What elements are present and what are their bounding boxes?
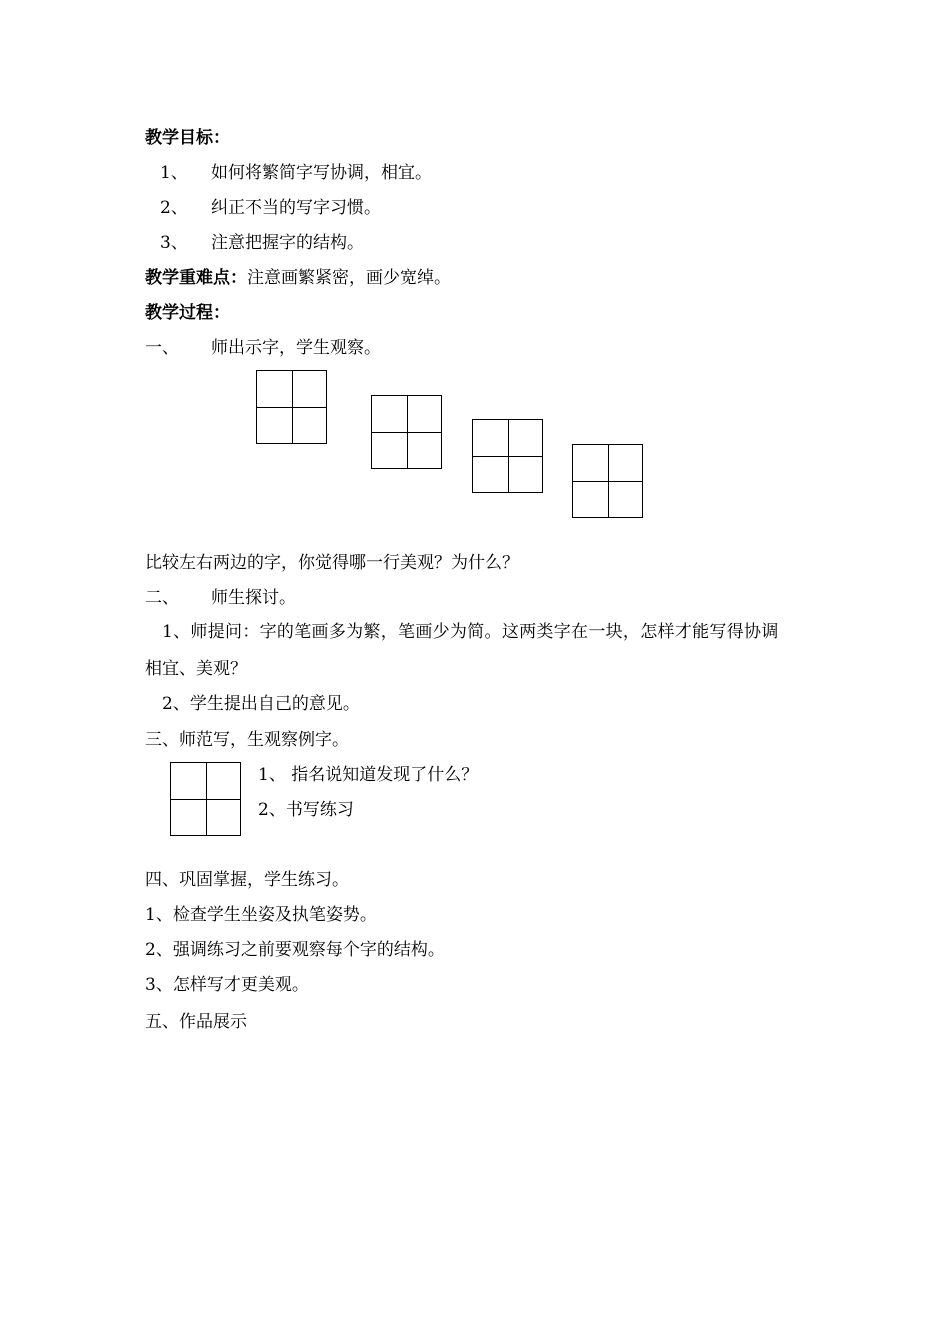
key-points-line: [145, 267, 451, 289]
step2-question-line1: 1、师提问：字的笔画多为繁，笔画少为简。这两类字在一块，怎样才能写得协调: [162, 622, 779, 642]
step3-item: 2、书写练习: [258, 800, 354, 820]
key-points-text: 注意画繁紧密，画少宽绰。: [247, 268, 451, 288]
objective-text: 如何将繁简字写协调，相宜。: [211, 163, 432, 183]
tianzige-grid: [572, 444, 643, 518]
process-heading: 教学过程：: [145, 303, 230, 323]
step5-text: 五、作品展示: [145, 1012, 247, 1032]
step1-number: 一、: [145, 338, 179, 358]
compare-question: 比较左右两边的字，你觉得哪一行美观？为什么？: [145, 553, 519, 573]
step2-text: 师生探讨。: [211, 588, 296, 608]
step3-text: 三、师范写，生观察例字。: [145, 730, 349, 750]
objective-text: 纠正不当的写字习惯。: [211, 198, 381, 218]
step2-number: 二、: [145, 588, 179, 608]
objective-number: 2、: [160, 198, 188, 218]
tianzige-grid: [170, 762, 241, 836]
step3-item: 1、 指名说知道发现了什么？: [258, 765, 479, 785]
objective-text: 注意把握字的结构。: [211, 233, 364, 253]
tianzige-grid: [256, 370, 327, 444]
objectives-heading: 教学目标：: [145, 128, 230, 148]
objective-number: 1、: [160, 163, 188, 183]
step2-question-line2: 相宜、美观？: [145, 659, 247, 679]
objective-number: 3、: [160, 233, 188, 253]
step2-item2: 2、学生提出自己的意见。: [162, 694, 360, 714]
key-points-label: 教学重难点：: [145, 268, 247, 288]
step1-text: 师出示字，学生观察。: [211, 338, 381, 358]
step4-item: 2、强调练习之前要观察每个字的结构。: [145, 940, 445, 960]
tianzige-grid: [371, 395, 442, 469]
step4-item: 1、检查学生坐姿及执笔姿势。: [145, 905, 377, 925]
tianzige-grid: [472, 419, 543, 493]
step4-text: 四、巩固掌握，学生练习。: [145, 870, 349, 890]
step4-item: 3、怎样写才更美观。: [145, 975, 309, 995]
